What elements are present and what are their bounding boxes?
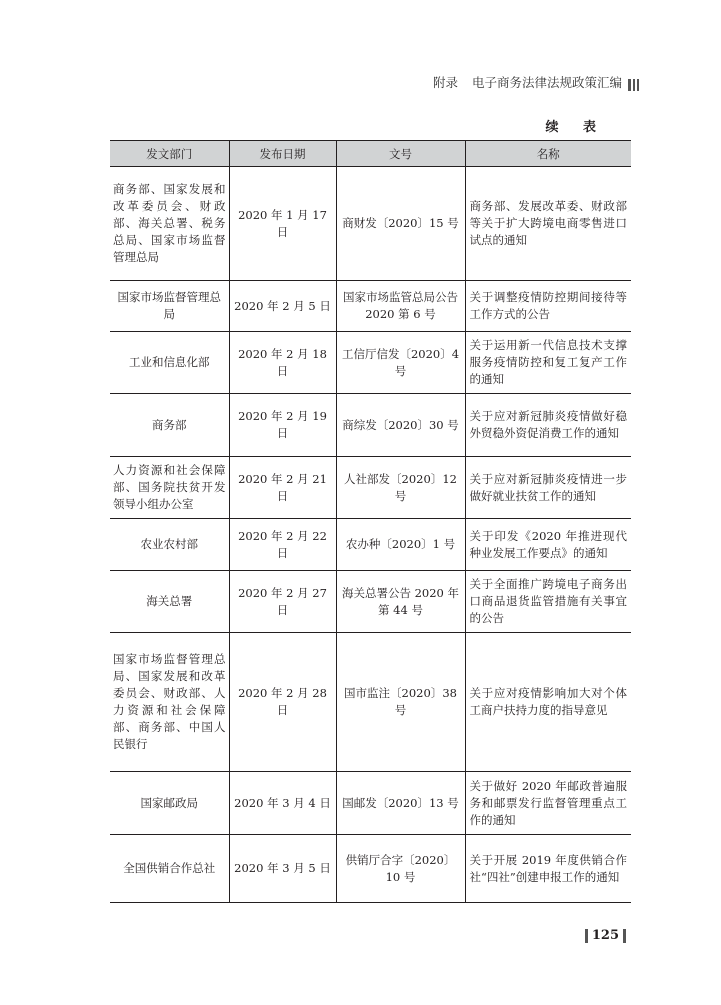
- regulations-table: [110, 140, 631, 903]
- table-row: [110, 835, 631, 903]
- cell-doc-no: 国家市场监管总局公告 2020 第 6 号: [336, 281, 465, 332]
- col-header-date: 发布日期: [229, 141, 336, 167]
- cell-date: 2020 年 2 月 18 日: [229, 332, 336, 394]
- table-row: [110, 519, 631, 571]
- cell-date: 2020 年 3 月 5 日: [229, 835, 336, 903]
- continued-label: 续 表: [545, 120, 606, 135]
- cell-dept: 海关总署: [110, 571, 229, 633]
- table-row: [110, 772, 631, 835]
- table-row: [110, 281, 631, 332]
- cell-dept: 国家市场监督管理总局、国家发展和改革委员会、财政部、人力资源和社会保障部、商务部、中国人民银行: [110, 633, 229, 772]
- cell-dept: 商务部: [110, 394, 229, 457]
- cell-title: 商务部、发展改革委、财政部等关于扩大跨境电商零售进口试点的通知: [465, 167, 631, 281]
- cell-date: 2020 年 2 月 27 日: [229, 571, 336, 633]
- table-row: [110, 167, 631, 281]
- cell-title: 关于做好 2020 年邮政普遍服务和邮票发行监督管理重点工作的通知: [465, 772, 631, 835]
- cell-title: 关于开展 2019 年度供销合作社“四社”创建申报工作的通知: [465, 835, 631, 903]
- cell-dept: 国家市场监督管理总局: [110, 281, 229, 332]
- page-bar-ornament: [623, 929, 626, 943]
- col-header-title: 名称: [465, 141, 631, 167]
- page-number: 125: [591, 928, 619, 943]
- cell-date: 2020 年 1 月 17 日: [229, 167, 336, 281]
- cell-title: 关于印发《2020 年推进现代种业发展工作要点》的通知: [465, 519, 631, 571]
- cell-date: 2020 年 2 月 21 日: [229, 457, 336, 519]
- cell-date: 2020 年 2 月 19 日: [229, 394, 336, 457]
- cell-title: 关于运用新一代信息技术支撑服务疫情防控和复工复产工作的通知: [465, 332, 631, 394]
- cell-doc-no: 国邮发〔2020〕13 号: [336, 772, 465, 835]
- col-header-dept: 发文部门: [110, 141, 229, 167]
- cell-date: 2020 年 2 月 5 日: [229, 281, 336, 332]
- cell-dept: 商务部、国家发展和改革委员会、财政部、海关总署、税务总局、国家市场监督管理总局: [110, 167, 229, 281]
- cell-dept: 人力资源和社会保障部、国务院扶贫开发领导小组办公室: [110, 457, 229, 519]
- cell-title: 关于应对疫情影响加大对个体工商户扶持力度的指导意见: [465, 633, 631, 772]
- cell-doc-no: 商综发〔2020〕30 号: [336, 394, 465, 457]
- cell-doc-no: 人社部发〔2020〕12 号: [336, 457, 465, 519]
- table-row: [110, 633, 631, 772]
- cell-title: 关于调整疫情防控期间接待等工作方式的公告: [465, 281, 631, 332]
- cell-doc-no: 商财发〔2020〕15 号: [336, 167, 465, 281]
- cell-title: 关于全面推广跨境电子商务出口商品退货监管措施有关事宜的公告: [465, 571, 631, 633]
- cell-dept: 工业和信息化部: [110, 332, 229, 394]
- cell-date: 2020 年 2 月 22 日: [229, 519, 336, 571]
- cell-title: 关于应对新冠肺炎疫情做好稳外贸稳外资促消费工作的通知: [465, 394, 631, 457]
- cell-title: 关于应对新冠肺炎疫情进一步做好就业扶贫工作的通知: [465, 457, 631, 519]
- cell-date: 2020 年 3 月 4 日: [229, 772, 336, 835]
- table-row: [110, 332, 631, 394]
- cell-doc-no: 农办种〔2020〕1 号: [336, 519, 465, 571]
- cell-dept: 农业农村部: [110, 519, 229, 571]
- cell-doc-no: 海关总署公告 2020 年第 44 号: [336, 571, 465, 633]
- cell-dept: 全国供销合作总社: [110, 835, 229, 903]
- table-row: [110, 457, 631, 519]
- cell-date: 2020 年 2 月 28 日: [229, 633, 336, 772]
- table-row: [110, 394, 631, 457]
- cell-doc-no: 工信厅信发〔2020〕4 号: [336, 332, 465, 394]
- table-header-row: [110, 141, 631, 167]
- section-label: 附录: [432, 75, 458, 90]
- cell-dept: 国家邮政局: [110, 772, 229, 835]
- page-number-block: [581, 928, 630, 943]
- book-title: 电子商务法律法规政策汇编: [471, 75, 622, 90]
- page-bar-ornament: [585, 929, 588, 943]
- cell-doc-no: 国市监注〔2020〕38 号: [336, 633, 465, 772]
- col-header-doc-no: 文号: [336, 141, 465, 167]
- header-bars-ornament: [626, 76, 639, 91]
- table-row: [110, 571, 631, 633]
- running-head: [433, 73, 639, 91]
- cell-doc-no: 供销厅合字〔2020〕10 号: [336, 835, 465, 903]
